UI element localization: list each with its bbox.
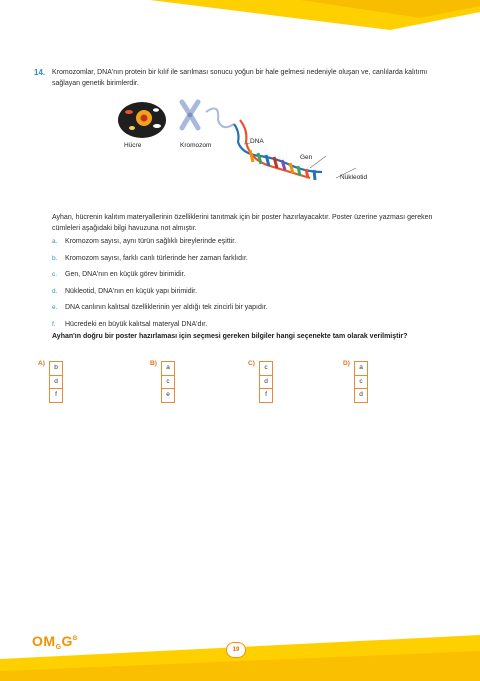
- item-text: Hücredeki en büyük kalıtsal materyal DNA'dır.: [65, 320, 208, 328]
- list-item: [52, 303, 444, 320]
- question-prompt: Ayhan'ın doğru bir poster hazırlaması için seçmesi gereken bilgiler hangi seçenekte tam olarak verilmiştir?: [52, 333, 408, 340]
- option-cell: d: [50, 376, 62, 390]
- option-cell: d: [260, 376, 272, 390]
- item-text: Kromozom sayısı, aynı türün sağlıklı bireylerinde eşittir.: [65, 238, 237, 245]
- option-cell: b: [50, 362, 62, 376]
- option-cell: d: [359, 391, 363, 398]
- option-cell: a: [162, 362, 174, 376]
- option-label: A): [38, 360, 45, 367]
- option-box: [259, 361, 273, 403]
- list-item: [52, 237, 444, 254]
- page-number: 19: [226, 642, 246, 658]
- item-letter: a.: [52, 238, 58, 245]
- option-cell: c: [162, 376, 174, 390]
- option-cell: c: [355, 376, 367, 390]
- option-label: B): [150, 360, 157, 367]
- option-cell: a: [355, 362, 367, 376]
- top-yellow-band: [0, 0, 480, 40]
- logo-main: OM: [32, 633, 56, 649]
- option-cell: e: [166, 391, 170, 398]
- info-list: [52, 237, 444, 337]
- genetics-figure: [110, 98, 390, 198]
- cell-illustration: [118, 102, 166, 138]
- dna-label: DNA: [250, 138, 264, 145]
- intro-text: Ayhan, hücrenin kalıtım materyallerinin özelliklerini tanıtmak için bir poster hazırlayacaktır. Poster üzerine yazması gereken cümleleri aşağıdaki bilgi havuzuna not almıştır.: [52, 214, 433, 232]
- chromosome-label: Kromozom: [180, 142, 212, 149]
- item-letter: d.: [52, 287, 58, 295]
- nucleotide-label: Nükleotid: [340, 174, 368, 181]
- gene-label: Gen: [300, 154, 313, 161]
- item-letter: f.: [52, 320, 56, 328]
- item-text: Kromozom sayısı, farklı canlı türlerinde her zaman farklıdır.: [65, 254, 248, 262]
- option-cell: f: [265, 391, 267, 398]
- logo-sup: B: [72, 636, 78, 642]
- item-text: DNA canlının kalıtsal özelliklerinin yer aldığı tek zincirli bir yapıdır.: [65, 304, 268, 312]
- logo-main2: G: [61, 633, 73, 649]
- option-cell: f: [55, 391, 57, 398]
- dna-helix: [234, 120, 322, 178]
- item-text: Nükleotid, DNA'nın en küçük yapı birimidir.: [65, 287, 198, 295]
- item-letter: c.: [52, 271, 58, 279]
- option-cell: c: [260, 362, 272, 376]
- question-text: Kromozomlar, DNA'nın protein bir kılıf ile sarılması sonucu yoğun bir hale gelmesi nedeniyle oluşan ve, canlılarda kalıtımı sağlayan genetik birimlerdir.: [52, 69, 428, 87]
- item-text: Gen, DNA'nın en küçük görev birimidir.: [65, 271, 186, 279]
- option-box: [49, 361, 63, 403]
- list-item: [52, 270, 444, 287]
- option-label: C): [248, 360, 255, 367]
- logo-sub: G: [55, 644, 62, 651]
- list-item: [52, 254, 444, 271]
- list-item: [52, 287, 444, 304]
- option-box: [161, 361, 175, 403]
- answer-options: [38, 360, 438, 404]
- question-number: 14.: [34, 68, 46, 77]
- cell-label: Hücre: [124, 142, 142, 149]
- option-label: D): [343, 360, 350, 367]
- genetics-illustration: [110, 98, 390, 198]
- publisher-logo: [32, 633, 78, 651]
- item-letter: b.: [52, 254, 58, 262]
- option-box: [354, 361, 368, 403]
- item-letter: e.: [52, 304, 58, 312]
